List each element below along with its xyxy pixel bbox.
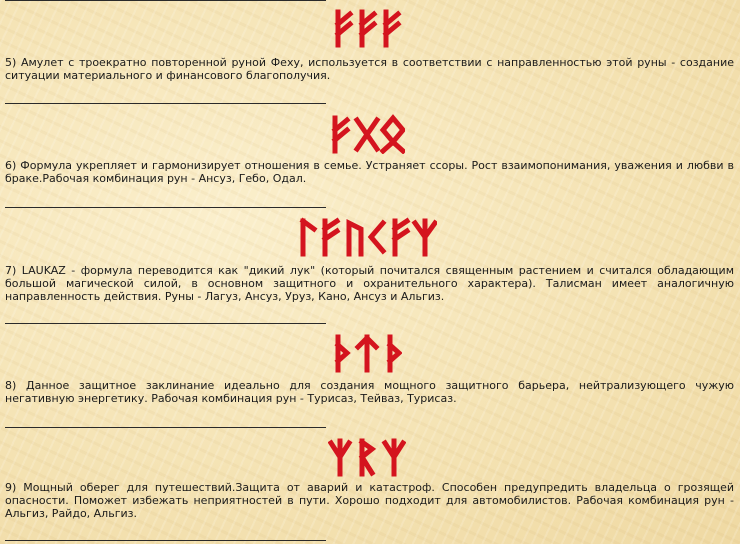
rune-formula-fehu-gebo-othala — [0, 114, 734, 154]
rune-glyphs — [329, 114, 405, 154]
description-paragraph — [5, 159, 734, 185]
rune-formula-algiz-raidho-algiz — [0, 437, 734, 477]
separator-line — [5, 540, 326, 541]
text-line: 6) Формула укрепляет и гармонизирует отношения в семье. Устраняет ссоры. Рост взаимопонимания, уважения и любви в — [5, 159, 734, 172]
description-paragraph — [5, 481, 734, 520]
text-line: негативную энергетику. Рабочая комбинация рун - Турисаз, Тейваз, Турисаз. — [5, 392, 457, 405]
separator-line — [5, 323, 326, 324]
text-line: 5) Амулет с троекратно повторенной руной Феху, используется в соответствии с направленностью этой руны - создание — [5, 56, 734, 69]
text-line: 8) Данное защитное заклинание идеально для создания мощного защитного барьера, нейтрализующего чужую — [5, 379, 734, 392]
text-line: 7) LAUKAZ - формула переводится как "дикий лук" (который почитался священным растением и считался обладающим — [5, 264, 734, 277]
rune-glyphs — [332, 8, 402, 48]
text-line: опасности. Поможет избежать неприятностей в пути. Хорошо подходит для автомобилистов. Рабочая комбинация рун - — [5, 494, 734, 507]
rune-formula-fehu-triple — [0, 8, 734, 48]
description-paragraph — [5, 264, 734, 303]
text-line: Альгиз, Райдо, Альгиз. — [5, 507, 137, 520]
description-paragraph — [5, 56, 734, 82]
text-line: большой магической силой, в основном защитного и охранительного характера). Талисман имеет аналогичную — [5, 277, 734, 290]
rune-glyphs — [328, 437, 406, 477]
rune-glyphs — [332, 333, 402, 373]
separator-line — [5, 103, 326, 104]
description-paragraph — [5, 379, 734, 405]
text-line: браке.Рабочая комбинация рун - Ансуз, Гебо, Одал. — [5, 172, 307, 185]
text-line: направленность действия. Руны - Лагуз, Ансуз, Уруз, Кано, Ансуз и Альгиз. — [5, 290, 445, 303]
rune-formula-thurisaz-tiwaz-thurisaz — [0, 333, 734, 373]
text-line: 9) Мощный оберег для путешествий.Защита от аварий и катастроф. Способен предупредить владельца о грозящей — [5, 481, 734, 494]
separator-line — [5, 427, 326, 428]
rune-glyphs — [297, 217, 437, 257]
rune-formula-laukaz — [0, 217, 734, 257]
separator-line — [5, 207, 326, 208]
text-line: ситуации материального и финансового благополучия. — [5, 69, 331, 82]
separator-line — [5, 0, 326, 1]
